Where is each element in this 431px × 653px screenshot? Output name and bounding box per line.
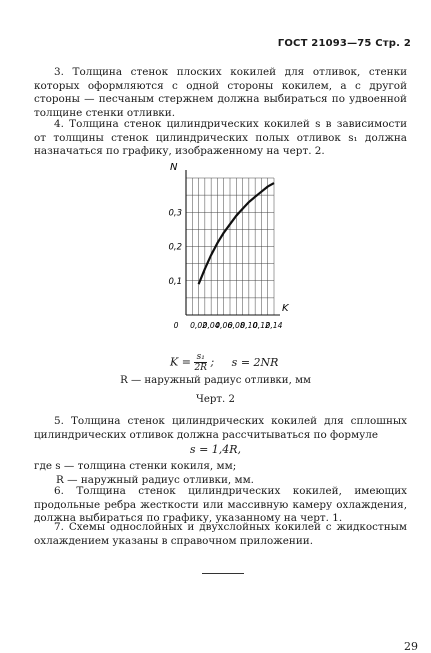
- y-tick-label: 0,2: [168, 242, 182, 253]
- x-tick-label: 0: [173, 321, 179, 330]
- end-rule: [202, 573, 244, 574]
- paragraph-7: [34, 521, 407, 548]
- paragraph-3-text: 3. Толщина стенок плоских кокилей для отливок, стенки которых оформляются с одной стороны кокилем, а с другой стороны — песчаным стержнем должна выбираться по удвоенной толщине стенки отливки.: [34, 66, 407, 119]
- chart-svg: [0, 160, 431, 340]
- x-tick-label: 0,08: [227, 321, 245, 330]
- definitions: [34, 460, 407, 487]
- paragraph-5: [34, 415, 407, 442]
- chart-labels: [168, 162, 290, 330]
- paragraph-4-text: 4. Толщина стенок цилиндрических кокилей s в зависимости от толщины стенок цилиндрических полых отливок s₁ должна назначаться по графику, изображенному на черт. 2.: [34, 118, 407, 158]
- paragraph-6: [34, 485, 407, 526]
- paragraph-6-text: 6. Толщина стенок цилиндрических кокилей, имеющих продольные ребра жесткости или массивную камеру охлаждения, должна выбираться по графику, указанному на черт. 1.: [34, 485, 407, 525]
- definition-r: R — наружный радиус отливки, мм.: [56, 473, 254, 486]
- paragraph-7-text: 7. Схемы однослойных и двухслойных кокилей с жидкостным охлаждением указаны в справочном приложении.: [34, 521, 407, 547]
- x-tick-label: 0,04: [202, 321, 220, 330]
- y-tick-label: 0,1: [168, 276, 182, 287]
- formula-k-numerator: s₁: [194, 352, 207, 363]
- chart-grid: [186, 178, 274, 315]
- definition-s: где s — толщина стенки кокиля, мм;: [34, 460, 237, 472]
- y-axis-title: N: [170, 162, 178, 173]
- x-axis-title: K: [282, 303, 289, 314]
- x-tick-label: 0,10: [240, 321, 258, 330]
- formula-k: [170, 352, 278, 373]
- page-header: ГОСТ 21093—75 Стр. 2: [277, 38, 411, 49]
- page-number: 29: [404, 640, 418, 653]
- x-tick-label: 0,12: [252, 321, 270, 330]
- formula-k-lhs: K =: [170, 355, 191, 369]
- x-tick-label: 0,14: [265, 321, 283, 330]
- x-tick-label: 0,02: [190, 321, 208, 330]
- chart-figure-2: [0, 160, 431, 340]
- formula-k-denominator: 2R: [194, 363, 207, 373]
- chart-axes: [186, 170, 280, 315]
- paragraph-5-text: 5. Толщина стенок цилиндрических кокилей для сплошных цилиндрических отливок должна рассчитываться по формуле: [34, 415, 407, 441]
- formula-k-fraction: [194, 352, 207, 373]
- figure-caption: Черт. 2: [195, 394, 236, 405]
- paragraph-3: [34, 66, 407, 120]
- formula-s: s = 2NR: [231, 355, 279, 369]
- paragraph-4: [34, 118, 407, 159]
- radius-caption: R — наружный радиус отливки, мм: [120, 375, 311, 386]
- formula-k-separator: ;: [210, 355, 215, 369]
- formula-solid-casting: s = 1,4R,: [189, 443, 242, 456]
- y-tick-label: 0,3: [168, 208, 182, 219]
- x-tick-label: 0,06: [215, 321, 233, 330]
